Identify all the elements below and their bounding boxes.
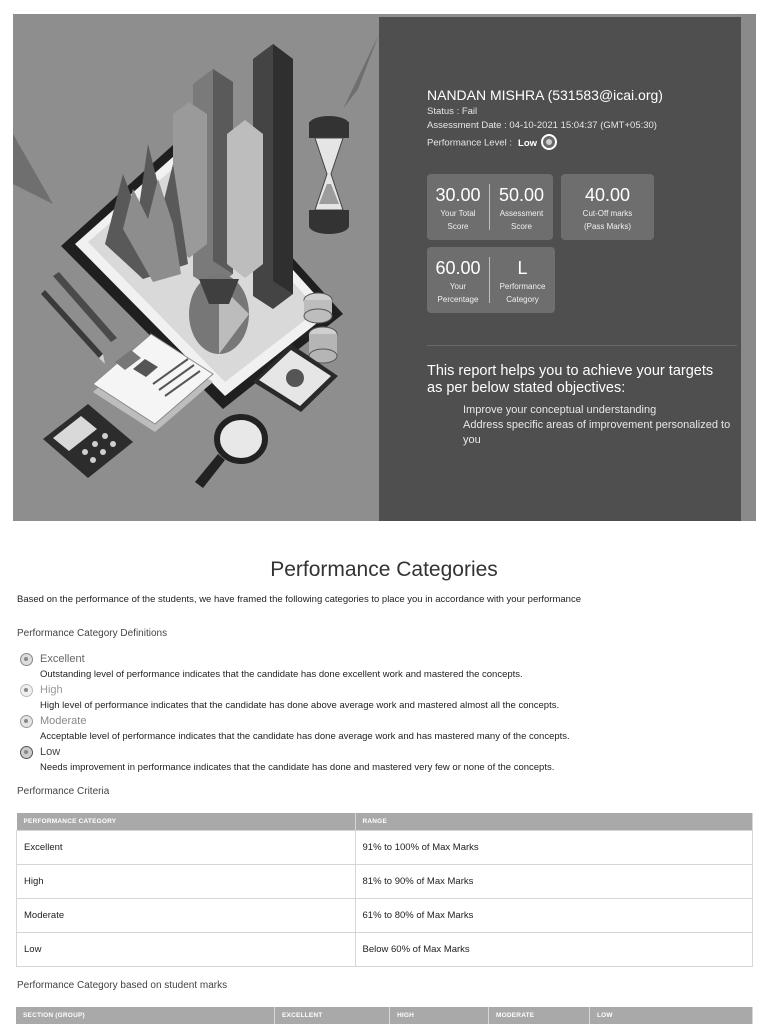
cutoff-label-line1: Cut-Off marks [582,209,633,218]
category-description: Needs improvement in performance indicates that the candidate has done and mastered very few or none of the concepts. [40,762,555,773]
category-description: High level of performance indicates that the candidate has done above average work and mastered almost all the concepts. [40,700,560,711]
category-cell: High [17,865,356,899]
hourglass-icon [309,116,349,234]
table-row [17,899,753,933]
range-cell: 61% to 80% of Max Marks [355,899,753,933]
low-medal-icon [20,746,33,759]
objectives-list [463,403,738,448]
cutoff-marks [561,174,654,240]
range-cell: Below 60% of Max Marks [355,933,753,967]
column-header: RANGE [355,813,753,831]
performance-category-label-line1: Performance [499,282,546,291]
category-name: Low [40,746,61,758]
definitions-heading: Performance Category Definitions [17,628,168,639]
score-card-percentage [427,247,555,313]
category-name: High [40,684,63,696]
column-header: HIGH [390,1007,489,1024]
range-cell: 81% to 90% of Max Marks [355,865,753,899]
pen-icon [41,290,103,358]
column-header: PERFORMANCE CATEGORY [17,813,356,831]
table-header-row [17,813,753,831]
category-description: Outstanding level of performance indicates that the candidate has done excellent work and mastered the concepts. [40,669,523,680]
percentage-value: 60.00 [435,258,481,278]
percentage-label-line1: Your [449,282,467,291]
performance-category [490,247,555,313]
percentage [427,247,489,313]
cutoff-label-line2: (Pass Marks) [583,221,632,231]
section-title: Performance Categories [270,558,498,581]
assessment-score-label-line1: Assessment [499,209,544,218]
percentage-label-line2: Percentage [437,294,479,304]
performance-category-value: L [517,258,528,278]
category-description: Acceptable level of performance indicates that the candidate has done average work and has mastered many of the concepts. [40,731,570,742]
assessment-date: Assessment Date : 04-10-2021 15:04:37 (GMT+05:30) [427,120,657,131]
student-marks-table [16,1007,753,1024]
total-score-label-line1: Your Total [440,209,476,218]
table-header-row [16,1007,753,1024]
report-intro: This report helps you to achieve your targets as per below stated objectives: [427,363,714,396]
panel-divider [427,345,737,346]
performance-level-value: Low [518,137,538,149]
assessment-score-label-line2: Score [511,221,532,231]
total-score-value: 30.00 [435,185,481,205]
objective-item: Address specific areas of improvement personalized to you [463,419,731,446]
category-cell: Moderate [17,899,356,933]
column-header: LOW [590,1007,753,1024]
high-medal-icon [20,684,33,697]
report-hero-banner [13,14,756,521]
column-header: EXCELLENT [275,1007,390,1024]
student-marks-heading: Performance Category based on student marks [17,980,228,991]
score-card-cutoff [561,174,654,240]
score-card-totals [427,174,553,240]
excellent-medal-icon [20,653,33,666]
range-cell: 91% to 100% of Max Marks [355,831,753,865]
table-row [17,933,753,967]
status-text: Status : Fail [427,106,478,117]
assessment-score [490,174,553,240]
criteria-heading: Performance Criteria [17,786,110,797]
category-cell: Excellent [17,831,356,865]
column-header: MODERATE [489,1007,590,1024]
category-cell: Low [17,933,356,967]
candidate-name: NANDAN MISHRA (531583@icai.org) [427,87,663,103]
analytics-illustration [13,14,379,521]
performance-level [427,135,557,151]
candidate-summary-panel [379,17,741,521]
table-row [17,865,753,899]
performance-level-label: Performance Level : [427,137,513,149]
total-score-label-line2: Score [447,221,469,231]
moderate-medal-icon [20,715,33,728]
categories-intro: Based on the performance of the students, we have framed the following categories to place you in accordance with your performance [17,594,581,605]
objective-item: Improve your conceptual understanding [463,404,657,416]
performance-category-label-line2: Category [506,294,539,304]
category-name: Moderate [40,715,87,727]
calculator-icon [43,404,133,478]
magnifier-icon [195,417,265,488]
assessment-score-value: 50.00 [498,185,545,205]
total-score [427,174,489,240]
cutoff-value: 40.00 [584,185,631,205]
column-header: SECTION (GROUP) [16,1007,275,1024]
category-name: Excellent [40,653,85,665]
banner-edge [741,14,756,521]
low-medal-icon [541,134,557,150]
criteria-table [16,813,753,967]
table-row [17,831,753,865]
